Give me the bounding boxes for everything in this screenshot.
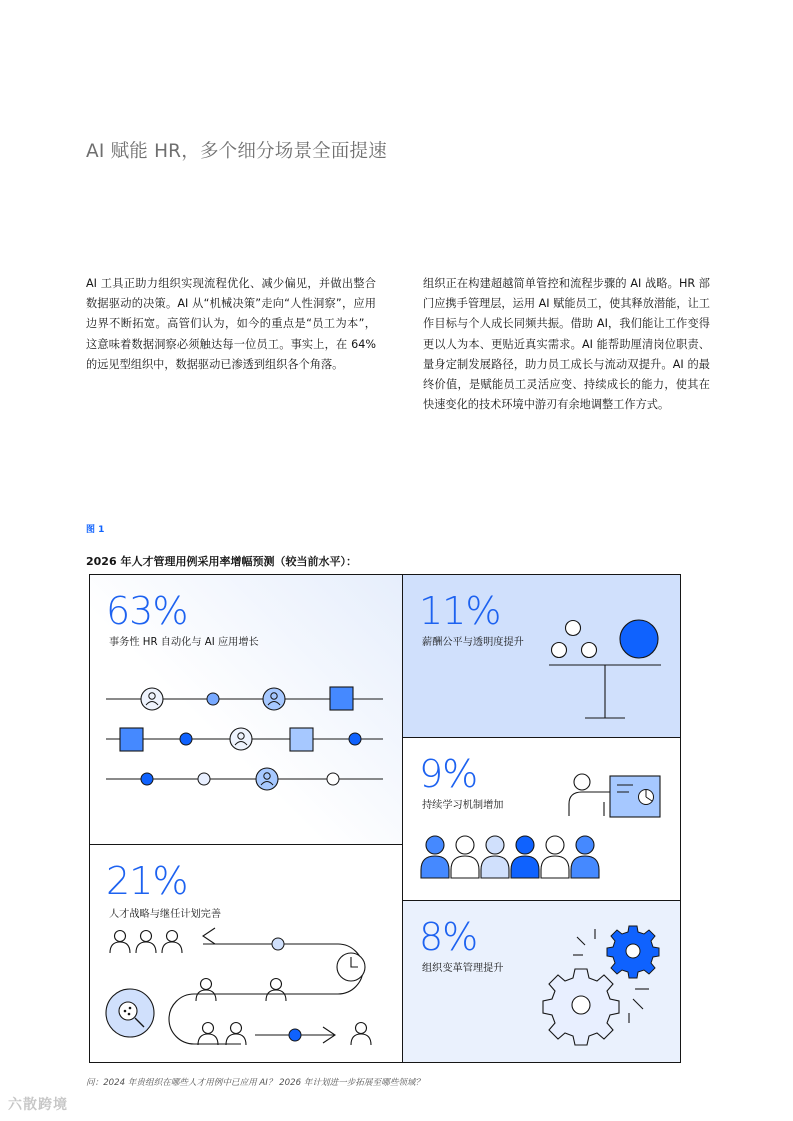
square-node-icon: [290, 728, 313, 751]
section-heading: AI 赋能 HR，多个细分场景全面提速: [86, 141, 387, 162]
workflow-lines-illustration: [90, 575, 404, 846]
figure-title: 2026 年人才管理用例采用率增幅预测（较当前水平）：: [86, 555, 357, 568]
figure-footnote: 问：2024 年贵组织在哪些人才用例中已应用 AI？ 2026 年计划进一步拓展至哪些领域？: [86, 1078, 425, 1088]
gear-icon: [607, 926, 659, 978]
stat-value: 11%: [419, 589, 501, 633]
dot-node-icon: [327, 773, 339, 785]
dot-node-icon: [198, 773, 210, 785]
arrow-left-icon: [203, 928, 215, 944]
stat-value: 63%: [106, 589, 188, 633]
intro-paragraph-left: AI 工具正助力组织实现流程优化、减少偏见，并做出整合数据驱动的决策。AI 从“机械决策”走向“人性洞察”，应用边界不断拓宽。高管们认为，如今的重点是“员工为本”，这意味着数据洞察必须触达每一位员工。事实上，在 64% 的远见型组织中，数据驱动已渗透到组织各个角落。: [86, 277, 376, 371]
stat-label: 持续学习机制增加: [422, 800, 504, 811]
talent-pipeline-illustration: [90, 845, 404, 1064]
square-node-icon: [330, 687, 353, 710]
intro-paragraph-right: 组织正在构建超越简单管控和流程步骤的 AI 战略。HR 部门应携手管理层，运用 AI 赋能员工，使其释放潜能，让工作目标与个人成长同频共振。借助 AI，我们能让工作变得更以人为本、更贴近真实需求。AI 能帮助厘清岗位职责、量身定制发展路径，助力员工成长与流动双提升。AI 的最终价值，是赋能员工灵活应变、持续成长的能力，使其在快速变化的技术环境中游刃有余地调整工作方式。: [423, 277, 710, 412]
stat-label: 事务性 HR 自动化与 AI 应用增长: [109, 637, 259, 648]
search-icon: [106, 989, 154, 1037]
person-node-icon: [230, 728, 252, 750]
panel-hr-automation: [89, 574, 403, 845]
dot-node-icon: [349, 733, 361, 745]
stat-value: 9%: [419, 752, 478, 796]
dot-node-icon: [289, 1029, 301, 1041]
person-node-icon: [263, 688, 285, 710]
people-group-icon: [110, 931, 182, 954]
gear-icon: [543, 969, 619, 1045]
dot-node-icon: [141, 773, 153, 785]
balance-scale-icon: [403, 575, 682, 739]
presenter-icon: [569, 774, 615, 816]
dot-node-icon: [207, 693, 219, 705]
panel-learning: [402, 737, 681, 901]
panel-pay-equity: [402, 574, 681, 738]
audience-icon: [421, 836, 599, 878]
stat-label: 人才战略与继任计划完善: [109, 909, 222, 920]
stat-value: 8%: [419, 915, 478, 959]
dot-node-icon: [180, 733, 192, 745]
dot-node-icon: [272, 938, 284, 950]
person-node-icon: [256, 768, 278, 790]
people-icon: [198, 1023, 371, 1046]
figure-label: 图 1: [86, 525, 105, 535]
stat-label: 薪酬公平与透明度提升: [422, 637, 524, 648]
person-node-icon: [141, 688, 163, 710]
gears-illustration: [403, 901, 682, 1064]
people-icon: [196, 979, 286, 1002]
clock-icon: [337, 953, 365, 981]
stat-label: 组织变革管理提升: [422, 963, 504, 974]
panel-succession: [89, 844, 403, 1063]
presentation-group-illustration: [403, 738, 682, 902]
square-node-icon: [120, 728, 143, 751]
watermark-logo: 六散跨境: [8, 1097, 68, 1113]
stat-value: 21%: [106, 859, 188, 903]
panel-org-change: [402, 900, 681, 1063]
